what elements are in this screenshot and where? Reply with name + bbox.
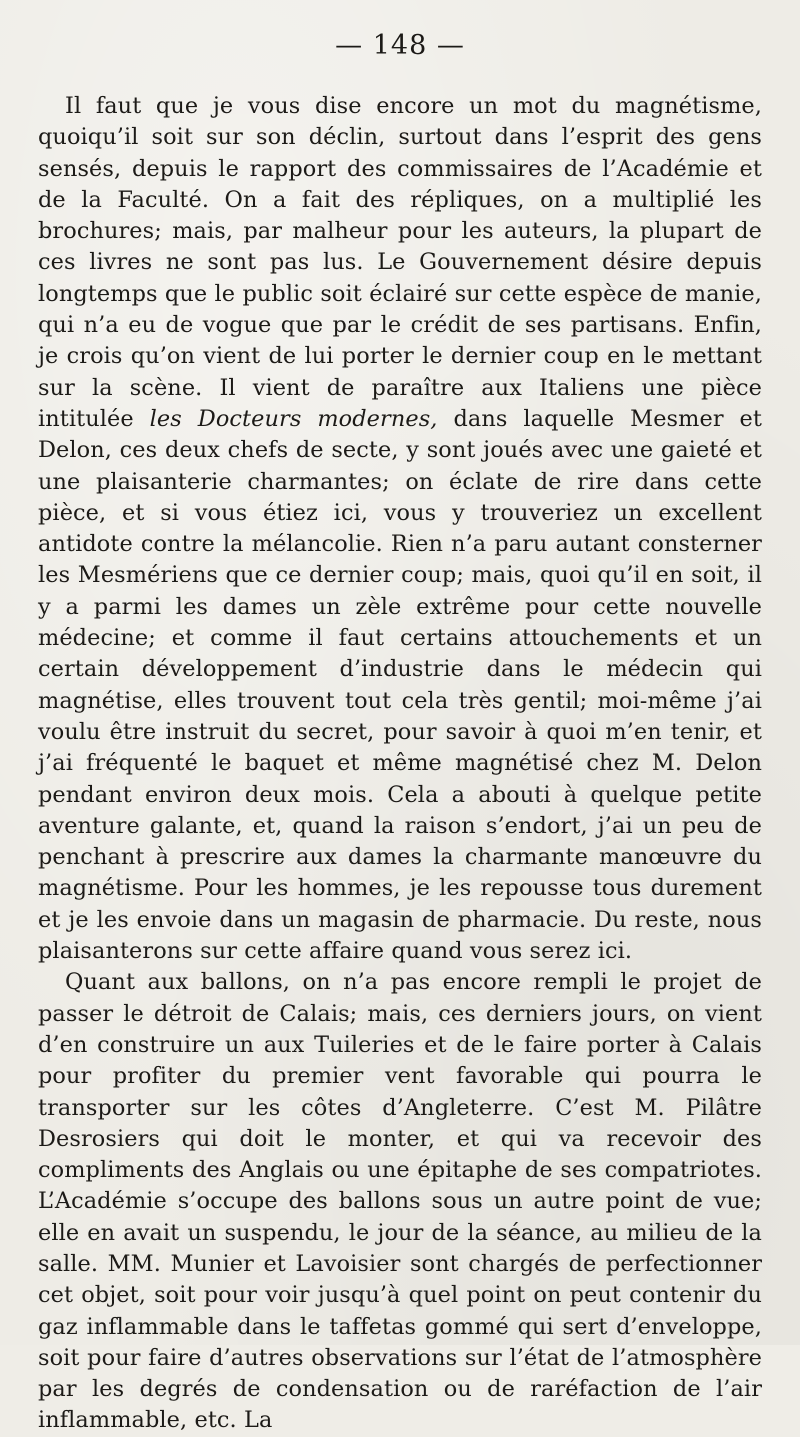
body-text	[38, 91, 762, 1437]
paragraph-text: dans laquelle Mesmer et Delon, ces deux chefs de secte, y sont joués avec une gaieté et une plaisanterie charmantes; on éclate de rire dans cette pièce, et si vous étiez ici, vous y trouveriez un excellent antidote contre la mélancolie. Rien n’a paru autant consterner les Mesmériens que ce dernier coup; mais, quoi qu’il en soit, il y a parmi les dames un zèle extrême pour cette nouvelle médecine; et comme il faut certains attouchements et un certain développement d’industrie dans le médecin qui magnétise, elles trouvent tout cela très gentil; moi-même j’ai voulu être instruit du secret, pour savoir à quoi m’en tenir, et j’ai fréquenté le baquet et même magnétisé chez M. Delon pendant environ deux mois. Cela a abouti à quelque petite aventure galante, et, quand la raison s’endort, j’ai un peu de penchant à prescrire aux dames la charmante manœuvre du magnétisme. Pour les hommes, je les repousse tous durement et je les envoie dans un magasin de pharmacie. Du reste, nous plaisanterons sur cette affaire quand vous serez ici.	[38, 405, 763, 965]
page-number: — 148 —	[335, 30, 465, 61]
paragraph-magnetisme	[38, 91, 762, 967]
play-title-italic: les Docteurs modernes,	[149, 405, 438, 432]
paragraph-text: Il faut que je vous dise encore un mot du magnétisme, quoiqu’il soit sur son déclin, surtout dans l’esprit des gens sensés, depuis le rapport des commissaires de l’Académie et de la Faculté. On a fait des répliques, on a multiplié les brochures; mais, par malheur pour les auteurs, la plupart de ces livres ne sont pas lus. Le Gouvernement désire depuis longtemps que le public soit éclairé sur cette espèce de manie, qui n’a eu de vogue que par le crédit de ses partisans. Enfin, je crois qu’on vient de lui porter le dernier coup en le mettant sur la scène. Il vient de paraître aux Italiens une pièce intitulée	[38, 93, 762, 432]
paragraph-ballons: Quant aux ballons, on n’a pas encore rempli le projet de passer le détroit de Calais; mais, ces derniers jours, on vient d’en construire un aux Tuileries et de le faire porter à Calais pour profiter du premier vent favorable qui pourra le transporter sur les côtes d’Angleterre. C’est M. Pilâtre Desrosiers qui doit le monter, et qui va recevoir des compliments des Anglais ou une épitaphe de ses compatriotes. L’Académie s’occupe des ballons sous un autre point de vue; elle en avait un suspendu, le jour de la séance, au milieu de la salle. MM. Munier et Lavoisier sont chargés de perfectionner cet objet, soit pour voir jusqu’à quel point on peut contenir du gaz inflammable dans le taffetas gommé qui sert d’enveloppe, soit pour faire d’autres observations sur l’état de l’atmosphère par les degrés de condensation ou de raréfaction de l’air inflammable, etc. La	[38, 969, 762, 1434]
